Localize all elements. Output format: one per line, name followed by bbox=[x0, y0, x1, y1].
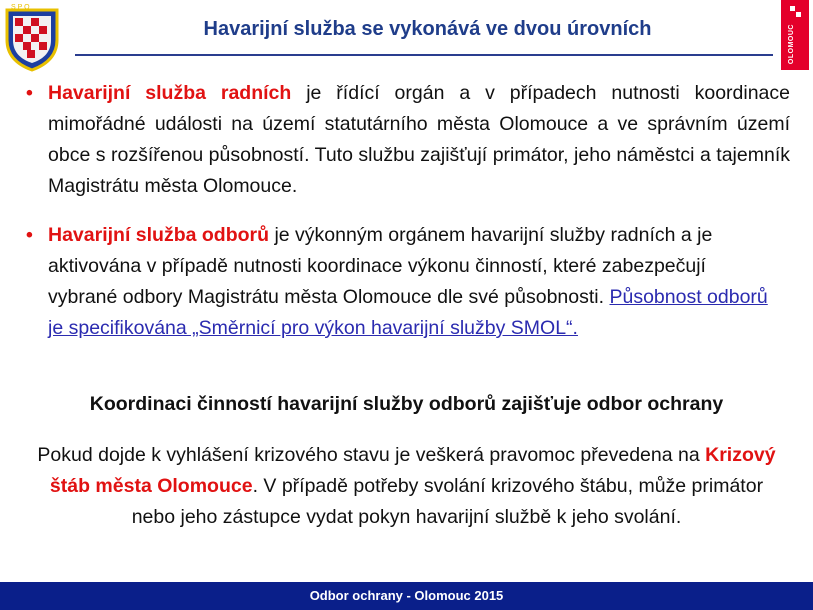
footer-bar bbox=[0, 582, 813, 610]
olomouc-coat-of-arms bbox=[3, 2, 61, 72]
crisis-staff-highlight: Krizový štáb města Olomouce bbox=[49, 444, 776, 497]
crisis-paragraph bbox=[30, 440, 783, 533]
bullet-dot: • bbox=[26, 82, 33, 104]
title-underline bbox=[75, 54, 773, 56]
bullet-text: je řídící orgán a v případech nutnosti koordinace mimořádné události na území statutárního města Olomouce a ve správním území obce s rozšířenou působností. Tuto službu zajišťují primátor, jeho náměstci a tajemník Magistrátu města Olomouce. bbox=[48, 82, 790, 197]
bullet-havarijni-sluzba-radnich bbox=[26, 78, 790, 202]
bullet-havarijni-sluzba-odboru bbox=[26, 220, 778, 344]
footer-text: Odbor ochrany - Olomouc 2015 bbox=[309, 588, 504, 603]
svg-text:S P Q: S P Q bbox=[11, 4, 30, 11]
coordination-statement: Koordinaci činností havarijní služby odborů zajišťuje odbor ochrany bbox=[89, 393, 724, 415]
bullet-lead: Havarijní služba radních bbox=[48, 82, 292, 104]
bullet-lead: Havarijní služba odborů bbox=[48, 224, 270, 246]
slide-title: Havarijní služba se vykonává ve dvou úrovních bbox=[203, 18, 652, 40]
crisis-text-after: . V případě potřeby svolání krizového štábu, může primátor nebo jeho zástupce vydat pokyn havarijní službě k jeho svolání. bbox=[131, 475, 764, 528]
brand-text: OLOMOUC bbox=[788, 24, 795, 65]
crisis-text-before: Pokud dojde k vyhlášení krizového stavu je veškerá pravomoc převedena na bbox=[37, 444, 706, 466]
bullet-text: je výkonným orgánem havarijní služby radních a je aktivována v případě nutnosti koordinace výkonu činností, které zabezpečují vybrané odbory Magistrátu města Olomouce dle své působnosti. bbox=[48, 224, 713, 308]
bullet-dot: • bbox=[26, 224, 33, 246]
smernice-link[interactable]: Působnost odborů je specifikována „Směrnicí pro výkon havarijní služby SMOL“. bbox=[48, 286, 768, 339]
olomouc-brand-tab bbox=[781, 0, 809, 70]
olomouc-checker-icon bbox=[790, 6, 801, 17]
